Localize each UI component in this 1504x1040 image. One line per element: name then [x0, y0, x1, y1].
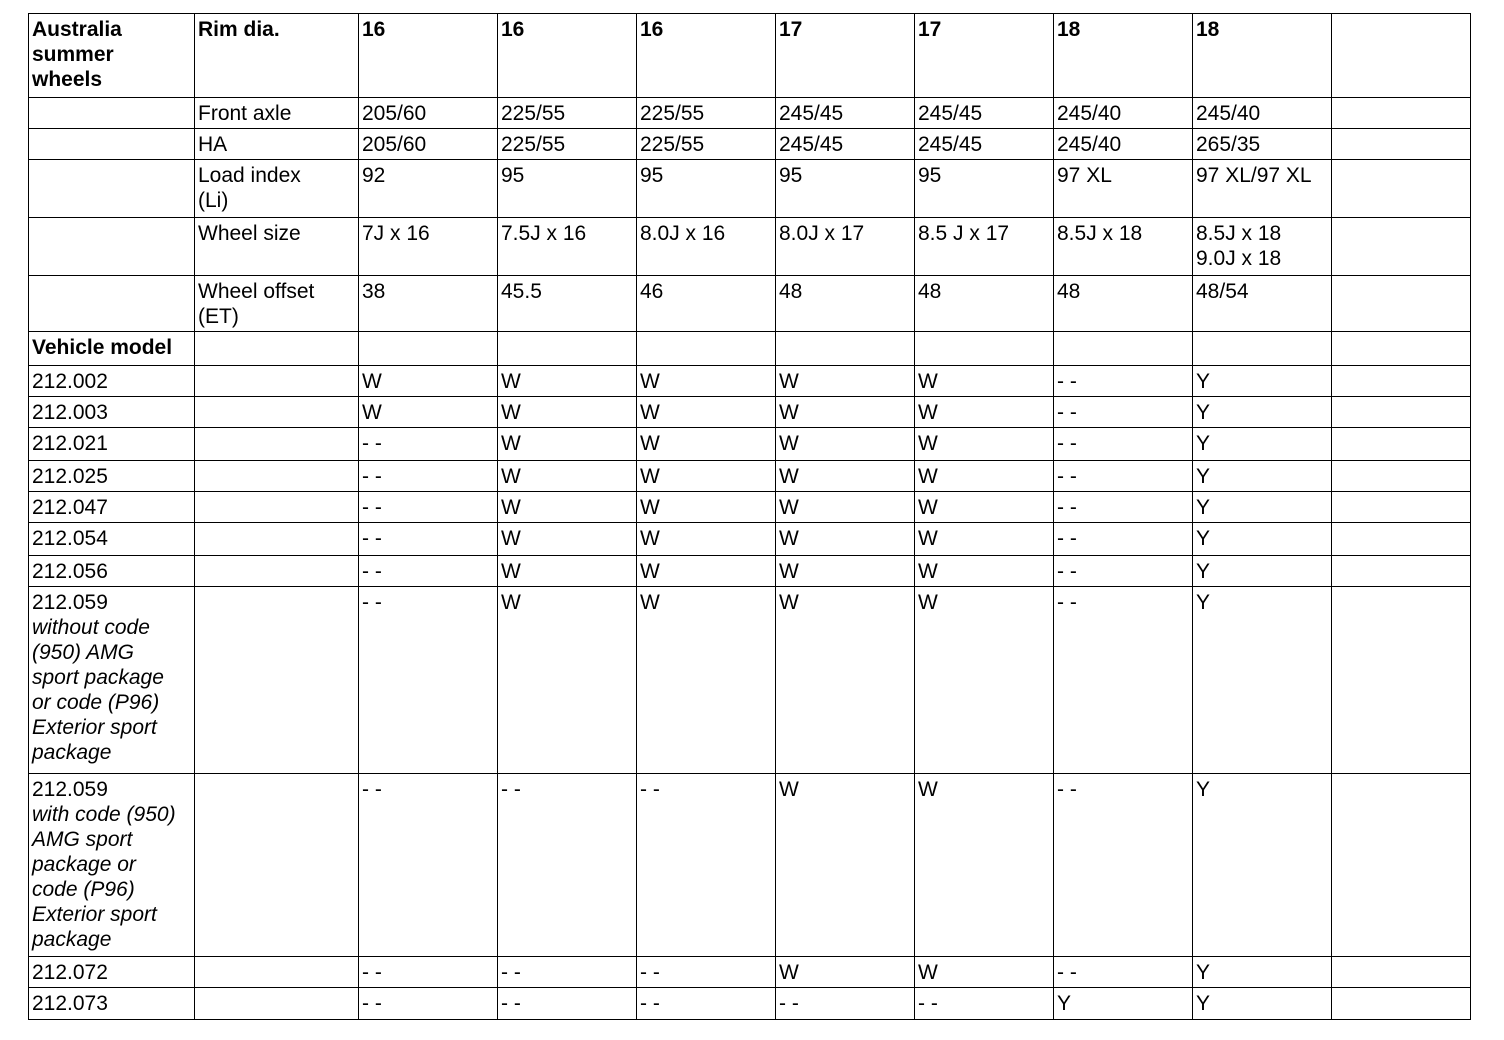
- approval-value: W: [915, 556, 1054, 587]
- approval-value: - -: [359, 428, 498, 461]
- approval-value: W: [637, 556, 776, 587]
- approval-value: [1332, 461, 1471, 492]
- spec-value: 245/40: [1193, 98, 1332, 129]
- empty-cell: [915, 332, 1054, 366]
- spec-value: 95: [776, 160, 915, 218]
- model-number: 212.047: [32, 496, 108, 519]
- model-number: 212.054: [32, 527, 108, 550]
- model-cell: [29, 556, 195, 587]
- model-cell: [29, 461, 195, 492]
- empty-cell: [195, 332, 359, 366]
- model-row: [29, 556, 1471, 587]
- model-row: [29, 523, 1471, 556]
- empty-cell: [195, 492, 359, 523]
- approval-value: W: [915, 366, 1054, 397]
- rim-dia-value: 17: [776, 14, 915, 98]
- model-number: 212.059: [32, 591, 108, 614]
- approval-value: - -: [359, 587, 498, 774]
- model-cell: [29, 397, 195, 428]
- approval-value: W: [776, 492, 915, 523]
- approval-value: Y: [1193, 523, 1332, 556]
- header-row: [29, 14, 1471, 98]
- spec-value: 92: [359, 160, 498, 218]
- model-number: 212.059: [32, 778, 108, 801]
- spec-value: 46: [637, 276, 776, 332]
- model-cell: [29, 428, 195, 461]
- empty-cell: [195, 587, 359, 774]
- model-row: [29, 988, 1471, 1020]
- empty-cell: [195, 556, 359, 587]
- spec-value: 45.5: [498, 276, 637, 332]
- empty-cell: [1193, 332, 1332, 366]
- spec-value: 225/55: [637, 129, 776, 160]
- approval-value: [1332, 556, 1471, 587]
- model-cell: [29, 523, 195, 556]
- approval-value: W: [776, 957, 915, 988]
- spec-value: 48: [915, 276, 1054, 332]
- approval-value: - -: [637, 988, 776, 1020]
- model-row: [29, 957, 1471, 988]
- model-cell: [29, 492, 195, 523]
- spec-label: Load index (Li): [195, 160, 359, 218]
- approval-value: [1332, 774, 1471, 957]
- spec-value: [1332, 160, 1471, 218]
- spec-value: 8.5 J x 17: [915, 218, 1054, 276]
- approval-value: W: [915, 397, 1054, 428]
- spec-value: [1332, 98, 1471, 129]
- rim-dia-value: 16: [359, 14, 498, 98]
- wheel-approval-table: [28, 13, 1471, 1020]
- model-row: [29, 774, 1471, 957]
- spec-value: 48: [776, 276, 915, 332]
- empty-cell: [29, 129, 195, 160]
- spec-value: 8.0J x 17: [776, 218, 915, 276]
- rim-dia-value: 16: [637, 14, 776, 98]
- spec-value: 205/60: [359, 129, 498, 160]
- approval-value: Y: [1193, 988, 1332, 1020]
- model-number: 212.072: [32, 961, 108, 984]
- approval-value: - -: [498, 774, 637, 957]
- spec-row: [29, 98, 1471, 129]
- approval-value: - -: [776, 988, 915, 1020]
- spec-value: 8.0J x 16: [637, 218, 776, 276]
- approval-value: - -: [1054, 366, 1193, 397]
- spec-value: 8.5J x 18: [1054, 218, 1193, 276]
- spec-value: [1332, 276, 1471, 332]
- spec-label: Front axle: [195, 98, 359, 129]
- spec-value: 265/35: [1193, 129, 1332, 160]
- approval-value: W: [498, 461, 637, 492]
- empty-cell: [1054, 332, 1193, 366]
- approval-value: - -: [359, 523, 498, 556]
- approval-value: Y: [1193, 957, 1332, 988]
- rim-dia-value: 18: [1193, 14, 1332, 98]
- approval-value: Y: [1193, 492, 1332, 523]
- spec-value: 225/55: [637, 98, 776, 129]
- approval-value: W: [359, 366, 498, 397]
- approval-value: W: [498, 492, 637, 523]
- model-number: 212.003: [32, 401, 108, 424]
- empty-cell: [195, 957, 359, 988]
- rim-dia-value: [1332, 14, 1471, 98]
- spec-row: [29, 276, 1471, 332]
- approval-value: W: [776, 461, 915, 492]
- approval-value: - -: [359, 461, 498, 492]
- empty-cell: [498, 332, 637, 366]
- approval-value: W: [915, 587, 1054, 774]
- spec-value: 48: [1054, 276, 1193, 332]
- spec-value: 225/55: [498, 129, 637, 160]
- approval-value: W: [776, 428, 915, 461]
- model-number: 212.021: [32, 432, 108, 455]
- spec-value: [1332, 218, 1471, 276]
- approval-value: W: [498, 587, 637, 774]
- approval-value: - -: [637, 774, 776, 957]
- spec-value: 245/45: [915, 98, 1054, 129]
- approval-value: Y: [1054, 988, 1193, 1020]
- approval-value: W: [776, 523, 915, 556]
- approval-value: W: [776, 397, 915, 428]
- rim-dia-value: 18: [1054, 14, 1193, 98]
- approval-value: - -: [1054, 428, 1193, 461]
- model-note: without code (950) AMG sport package or code (P96) Exterior sport package: [32, 616, 164, 764]
- approval-value: W: [498, 428, 637, 461]
- vehicle-model-label: Vehicle model: [29, 332, 195, 366]
- approval-value: - -: [359, 988, 498, 1020]
- model-number: 212.025: [32, 465, 108, 488]
- empty-cell: [637, 332, 776, 366]
- spec-value: 95: [498, 160, 637, 218]
- spec-row: [29, 160, 1471, 218]
- approval-value: Y: [1193, 366, 1332, 397]
- model-note: with code (950) AMG sport package or code (P96) Exterior sport package: [32, 803, 176, 951]
- approval-value: Y: [1193, 774, 1332, 957]
- approval-value: W: [637, 366, 776, 397]
- model-number: 212.002: [32, 370, 108, 393]
- model-cell: [29, 988, 195, 1020]
- empty-cell: [195, 397, 359, 428]
- approval-value: [1332, 428, 1471, 461]
- corner-label: Australia summer wheels: [29, 14, 195, 98]
- empty-cell: [195, 461, 359, 492]
- approval-value: - -: [1054, 587, 1193, 774]
- empty-cell: [29, 160, 195, 218]
- approval-value: W: [498, 556, 637, 587]
- approval-value: - -: [359, 957, 498, 988]
- approval-value: - -: [498, 957, 637, 988]
- spec-value: 245/45: [776, 98, 915, 129]
- spec-label: Wheel offset (ET): [195, 276, 359, 332]
- approval-value: - -: [359, 556, 498, 587]
- spec-label: HA: [195, 129, 359, 160]
- empty-cell: [776, 332, 915, 366]
- approval-value: [1332, 988, 1471, 1020]
- approval-value: W: [776, 774, 915, 957]
- empty-cell: [1332, 332, 1471, 366]
- model-row: [29, 492, 1471, 523]
- vehicle-model-header-row: [29, 332, 1471, 366]
- approval-value: [1332, 957, 1471, 988]
- approval-value: - -: [915, 988, 1054, 1020]
- approval-value: W: [498, 366, 637, 397]
- approval-value: Y: [1193, 428, 1332, 461]
- model-cell: [29, 774, 195, 957]
- empty-cell: [195, 774, 359, 957]
- approval-value: [1332, 397, 1471, 428]
- model-row: [29, 366, 1471, 397]
- approval-value: - -: [637, 957, 776, 988]
- model-row: [29, 428, 1471, 461]
- approval-value: W: [915, 957, 1054, 988]
- empty-cell: [195, 523, 359, 556]
- approval-value: [1332, 523, 1471, 556]
- empty-cell: [29, 98, 195, 129]
- spec-value: 225/55: [498, 98, 637, 129]
- spec-value: 97 XL: [1054, 160, 1193, 218]
- spec-value: 95: [915, 160, 1054, 218]
- approval-value: W: [915, 492, 1054, 523]
- approval-value: W: [498, 523, 637, 556]
- approval-value: [1332, 587, 1471, 774]
- approval-value: - -: [1054, 492, 1193, 523]
- empty-cell: [359, 332, 498, 366]
- spec-row: [29, 218, 1471, 276]
- approval-value: - -: [1054, 957, 1193, 988]
- spec-value: 7J x 16: [359, 218, 498, 276]
- approval-value: W: [776, 366, 915, 397]
- empty-cell: [29, 218, 195, 276]
- spec-value: 48/54: [1193, 276, 1332, 332]
- approval-value: - -: [1054, 461, 1193, 492]
- empty-cell: [195, 428, 359, 461]
- model-row: [29, 397, 1471, 428]
- approval-value: [1332, 366, 1471, 397]
- model-row: [29, 587, 1471, 774]
- spec-value: 245/40: [1054, 98, 1193, 129]
- spec-value: 7.5J x 16: [498, 218, 637, 276]
- approval-value: - -: [1054, 523, 1193, 556]
- approval-value: Y: [1193, 587, 1332, 774]
- spec-value: 205/60: [359, 98, 498, 129]
- approval-value: W: [498, 397, 637, 428]
- rim-dia-value: 16: [498, 14, 637, 98]
- approval-value: Y: [1193, 397, 1332, 428]
- empty-cell: [29, 276, 195, 332]
- spec-value: 245/45: [915, 129, 1054, 160]
- approval-value: W: [637, 461, 776, 492]
- rim-dia-label: Rim dia.: [195, 14, 359, 98]
- model-number: 212.056: [32, 560, 108, 583]
- spec-value: 38: [359, 276, 498, 332]
- approval-value: W: [915, 523, 1054, 556]
- approval-value: - -: [359, 492, 498, 523]
- spec-value: [1332, 129, 1471, 160]
- approval-value: - -: [359, 774, 498, 957]
- approval-value: W: [915, 428, 1054, 461]
- approval-value: - -: [498, 988, 637, 1020]
- approval-value: W: [637, 492, 776, 523]
- approval-value: W: [359, 397, 498, 428]
- approval-value: W: [915, 774, 1054, 957]
- approval-value: W: [637, 428, 776, 461]
- approval-value: W: [637, 397, 776, 428]
- model-number: 212.073: [32, 992, 108, 1015]
- approval-value: W: [776, 587, 915, 774]
- approval-value: - -: [1054, 397, 1193, 428]
- approval-value: [1332, 492, 1471, 523]
- approval-value: W: [915, 461, 1054, 492]
- empty-cell: [195, 988, 359, 1020]
- approval-value: W: [776, 556, 915, 587]
- approval-value: Y: [1193, 461, 1332, 492]
- approval-value: W: [637, 523, 776, 556]
- spec-value: 95: [637, 160, 776, 218]
- model-row: [29, 461, 1471, 492]
- spec-row: [29, 129, 1471, 160]
- model-cell: [29, 957, 195, 988]
- spec-value: 245/40: [1054, 129, 1193, 160]
- approval-value: - -: [1054, 556, 1193, 587]
- approval-value: - -: [1054, 774, 1193, 957]
- empty-cell: [195, 366, 359, 397]
- rim-dia-value: 17: [915, 14, 1054, 98]
- spec-value: 245/45: [776, 129, 915, 160]
- spec-label: Wheel size: [195, 218, 359, 276]
- spec-value: 97 XL/97 XL: [1193, 160, 1332, 218]
- model-cell: [29, 366, 195, 397]
- approval-value: W: [637, 587, 776, 774]
- spec-value: 8.5J x 18 9.0J x 18: [1193, 218, 1332, 276]
- model-cell: [29, 587, 195, 774]
- approval-value: Y: [1193, 556, 1332, 587]
